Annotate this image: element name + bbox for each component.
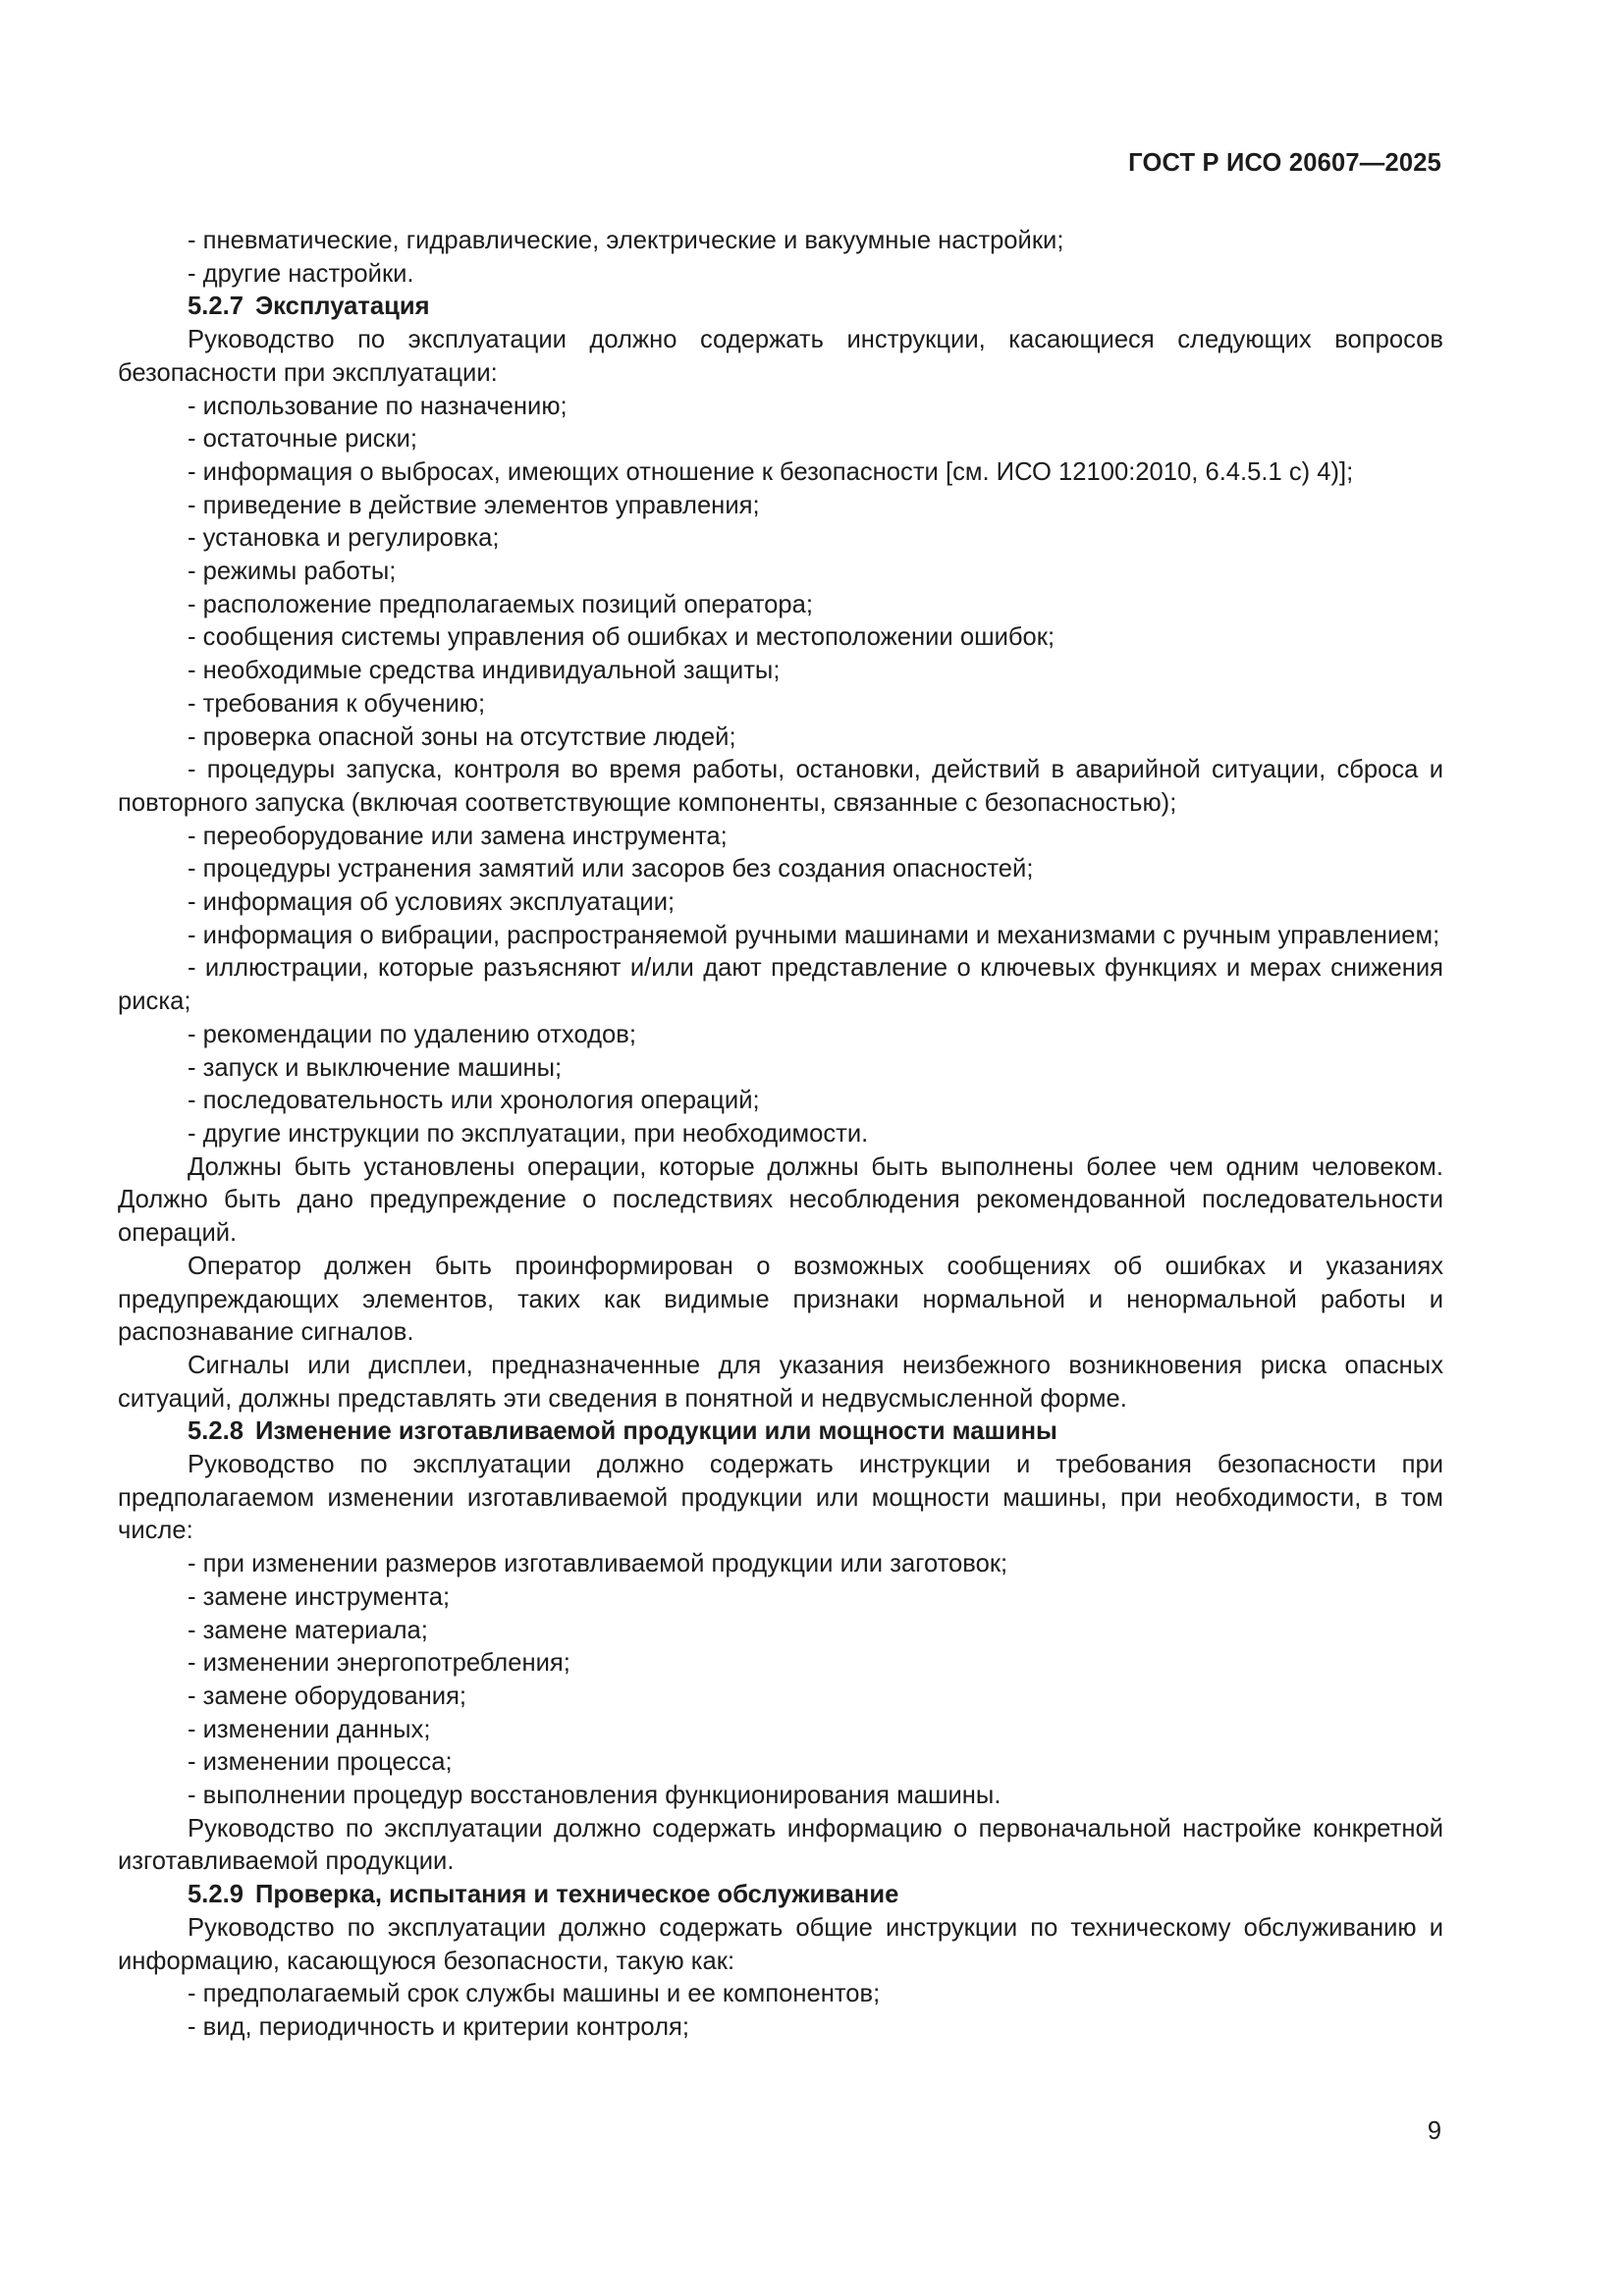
list-item: - необходимые средства индивидуальной защиты; bbox=[188, 657, 781, 685]
list-item: - изменении процесса; bbox=[188, 1748, 453, 1777]
list-item: - изменении данных; bbox=[188, 1715, 431, 1743]
list-item: - расположение предполагаемых позиций оператора; bbox=[188, 590, 813, 618]
list-item: - другие настройки. bbox=[188, 259, 414, 288]
paragraph: Должны быть установлены операции, которые должны быть выполнены более чем одним человеком. Должно быть дано предупреждение о последствиях несоблюдения рекомендованной последовательности операций. bbox=[118, 1152, 1443, 1248]
section-heading bbox=[118, 1415, 1443, 1449]
section-number: 5.2.7 bbox=[188, 293, 244, 321]
paragraph: - иллюстрации, которые разъясняют и/или дают представление о ключевых функциях и мерах снижения риска; bbox=[118, 954, 1443, 1016]
section-heading bbox=[118, 1879, 1443, 1912]
list-item: - информация о выбросах, имеющих отношение к безопасности [см. ИСО 12100:2010, 6.4.5.1 c) 4)]; bbox=[188, 457, 1354, 486]
list-item: - установка и регулировка; bbox=[188, 524, 500, 553]
list-item: - переоборудование или замена инструмента; bbox=[188, 822, 728, 850]
list-item: - запуск и выключение машины; bbox=[188, 1053, 563, 1082]
section-title: Проверка, испытания и техническое обслуживание bbox=[254, 1881, 899, 1909]
list-item: - рекомендации по удалению отходов; bbox=[188, 1020, 636, 1048]
list-item: - информация об условиях эксплуатации; bbox=[188, 888, 676, 917]
list-item: - другие инструкции по эксплуатации, при необходимости. bbox=[188, 1119, 869, 1148]
list-item: - сообщения системы управления об ошибках и местоположении ошибок; bbox=[188, 623, 1056, 652]
paragraph: Оператор должен быть проинформирован о возможных сообщениях об ошибках и указаниях предупреждающих элементов, таких как видимые признаки нормальной и ненормальной работы и распознавание сигналов. bbox=[118, 1252, 1443, 1347]
list-item: - режимы работы; bbox=[188, 558, 397, 586]
list-item: - замене оборудования; bbox=[188, 1682, 467, 1710]
list-item: - замене инструмента; bbox=[188, 1582, 451, 1611]
list-item: - выполнении процедур восстановления функционирования машины. bbox=[188, 1782, 1001, 1810]
paragraph: - процедуры запуска, контроля во время работы, остановки, действий в аварийной ситуации, сброса и повторного запуска (включая соответствующие компоненты, связанные с безопасностью); bbox=[118, 756, 1443, 817]
document-header-title: ГОСТ Р ИСО 20607—2025 bbox=[1128, 149, 1441, 177]
list-item: - последовательность или хронология операций; bbox=[188, 1087, 760, 1115]
paragraph: Сигналы или дисплеи, предназначенные для указания неизбежного возникновения риска опасных ситуаций, должны представлять эти сведения в понятной и недвусмысленной форме. bbox=[118, 1351, 1443, 1413]
list-item: - остаточные риски; bbox=[188, 425, 418, 454]
document-body bbox=[118, 225, 1443, 2045]
section-number: 5.2.8 bbox=[188, 1417, 244, 1446]
paragraph: Руководство по эксплуатации должно содержать инструкции и требования безопасности при предполагаемом изменении изготавливаемой продукции или мощности машины, при необходимости, в том числе: bbox=[118, 1451, 1443, 1545]
section-number: 5.2.9 bbox=[188, 1881, 244, 1909]
list-item: - использование по назначению; bbox=[188, 392, 568, 420]
page-number: 9 bbox=[1427, 2117, 1441, 2145]
list-item: - проверка опасной зоны на отсутствие людей; bbox=[188, 722, 736, 751]
section-title: Изменение изготавливаемой продукции или мощности машины bbox=[254, 1417, 1057, 1446]
list-item: - пневматические, гидравлические, электрические и вакуумные настройки; bbox=[188, 227, 1064, 254]
list-item: - при изменении размеров изготавливаемой продукции или заготовок; bbox=[188, 1550, 1008, 1578]
list-item: - требования к обучению; bbox=[188, 689, 486, 718]
paragraph: Руководство по эксплуатации должно содержать общие инструкции по техническому обслуживанию и информацию, касающуюся безопасности, такую как: bbox=[118, 1913, 1443, 1975]
list-item: - предполагаемый срок службы машины и ее компонентов; bbox=[188, 1980, 881, 2008]
paragraph: Руководство по эксплуатации должно содержать инструкции, касающиеся следующих вопросов безопасности при эксплуатации: bbox=[118, 326, 1443, 387]
paragraph: Руководство по эксплуатации должно содержать информацию о первоначальной настройке конкретной изготавливаемой продукции. bbox=[118, 1814, 1443, 1876]
list-item: - процедуры устранения замятий или засоров без создания опасностей; bbox=[188, 855, 1034, 883]
list-item: - приведение в действие элементов управления; bbox=[188, 491, 760, 519]
list-item: - вид, периодичность и критерии контроля; bbox=[188, 2012, 689, 2041]
paragraph: - информация о вибрации, распространяемой ручными машинами и механизмами с ручным управлением; bbox=[188, 921, 1440, 949]
section-heading bbox=[118, 291, 1443, 324]
section-title: Эксплуатация bbox=[254, 293, 430, 321]
list-item: - замене материала; bbox=[188, 1616, 428, 1644]
list-item: - изменении энергопотребления; bbox=[188, 1649, 570, 1678]
